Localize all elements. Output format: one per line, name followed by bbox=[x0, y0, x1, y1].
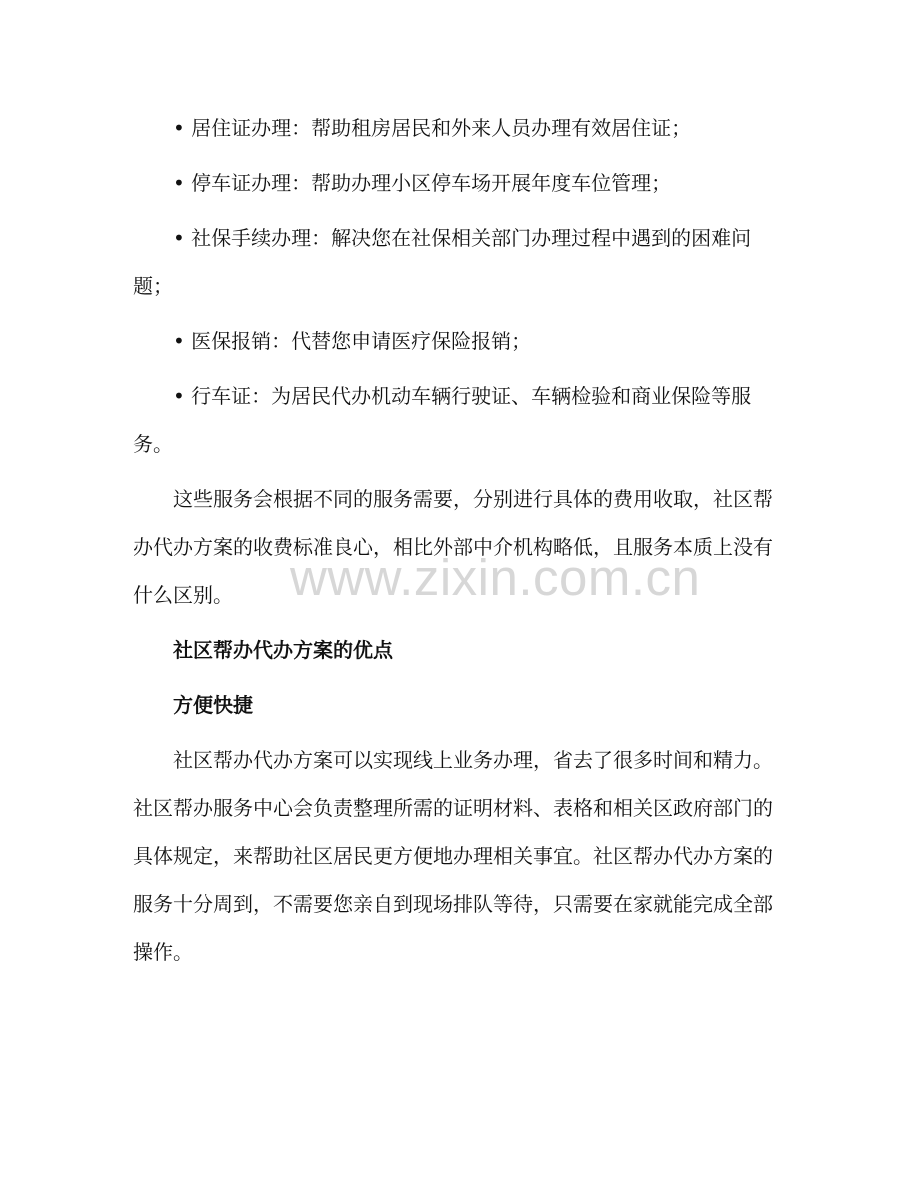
subheading-convenience: 方便快捷 bbox=[173, 693, 253, 717]
document-body bbox=[133, 104, 783, 983]
section-heading-advantages: 社区帮办代办方案的优点 bbox=[173, 638, 393, 662]
paragraph-fees: 这些服务会根据不同的服务需要，分别进行具体的费用收取，社区帮办代办方案的收费标准良心，相比外部中介机构略低，且服务本质上没有什么区别。 bbox=[133, 487, 773, 607]
bullet-item-medical-insurance: • 医保报销：代替您申请医疗保险报销； bbox=[173, 329, 532, 353]
paragraph-convenience: 社区帮办代办方案可以实现线上业务办理，省去了很多时间和精力。社区帮办服务中心会负责整理所需的证明材料、表格和相关区政府部门的具体规定，来帮助社区居民更方便地办理相关事宜。社区帮办代办方案的服务十分周到，不需要您亲自到现场排队等待，只需要在家就能完成全部操作。 bbox=[133, 748, 773, 964]
bullet-item-vehicle-license: • 行车证：为居民代办机动车辆行驶证、车辆检验和商业保险等服务。 bbox=[133, 384, 752, 456]
bullet-item-residence-permit: • 居住证办理：帮助租房居民和外来人员办理有效居住证； bbox=[173, 116, 692, 140]
bullet-item-social-security: • 社保手续办理：解决您在社保相关部门办理过程中遇到的困难问题； bbox=[133, 226, 752, 298]
watermark-text: www.zixin.com.cn bbox=[290, 549, 701, 606]
bullet-item-parking-permit: • 停车证办理：帮助办理小区停车场开展年度车位管理； bbox=[173, 171, 672, 195]
